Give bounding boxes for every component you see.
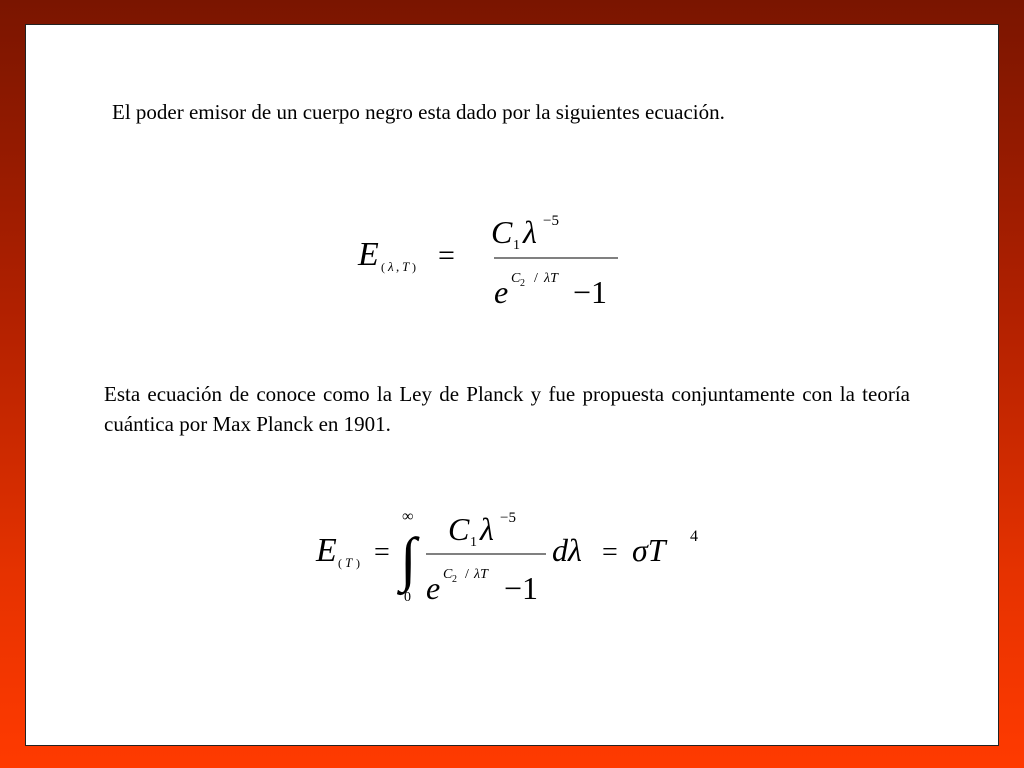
eq2-equals2: =	[602, 537, 618, 568]
eq2-den-e: e	[426, 570, 441, 606]
eq1-sub-lambda: λ	[388, 259, 394, 274]
eq1-sub-T: T	[402, 259, 410, 274]
eq2-integral-sign: ∫	[400, 526, 417, 592]
planck-equation-svg	[356, 205, 656, 315]
eq2-den-minus-one: −1	[504, 570, 539, 606]
planck-text: Esta ecuación de conoce como la Ley de Planck y fue propuesta conjuntamente con la teoría cuántica por Max Planck en 1901.	[104, 382, 910, 436]
eq1-num-lambda: λ	[523, 214, 537, 250]
stefan-boltzmann-equation	[314, 503, 714, 618]
eq2-d-lambda: dλ	[552, 532, 582, 568]
eq1-equals: =	[438, 239, 455, 272]
planck-equation	[356, 205, 656, 320]
eq2-den-exp-C-sub: 2	[452, 574, 457, 585]
eq1-sub-open: (	[381, 260, 385, 274]
eq1-num-C: C	[491, 214, 513, 250]
stefan-boltzmann-equation-svg	[314, 503, 714, 613]
eq2-den-exp-lambdaT: λT	[474, 567, 488, 582]
eq2-sigma-T: σT	[632, 532, 666, 568]
eq2-num-exp: −5	[500, 510, 516, 526]
eq2-den-exp-slash: /	[465, 567, 469, 582]
intro-text: El poder emisor de un cuerpo negro esta dado por la siguientes ecuación.	[112, 100, 725, 124]
slide	[25, 24, 999, 746]
eq2-sub-open: (	[338, 556, 342, 570]
eq2-equals: =	[374, 537, 390, 568]
eq1-lhs-E: E	[358, 236, 379, 273]
eq2-num-lambda: λ	[480, 511, 494, 547]
eq1-num-exp: −5	[543, 213, 559, 229]
eq1-den-minus-one: −1	[573, 274, 608, 310]
eq2-lower-limit: 0	[404, 590, 411, 605]
eq1-den-exp-slash: /	[534, 271, 538, 286]
eq2-power: 4	[690, 528, 698, 545]
eq2-sub-T: T	[345, 555, 353, 570]
eq1-den-e: e	[494, 274, 509, 310]
eq2-sub-close: )	[356, 556, 360, 570]
eq1-den-exp-C: C	[511, 271, 521, 286]
eq2-den-exp-C: C	[443, 567, 453, 582]
eq1-sub-close: )	[412, 260, 416, 274]
eq2-num-C: C	[448, 511, 470, 547]
eq1-den-exp-C-sub: 2	[520, 278, 525, 289]
eq2-num-C-sub: 1	[470, 535, 477, 550]
eq1-den-exp-lambdaT: λT	[544, 271, 558, 286]
eq1-sub-comma: ,	[396, 259, 400, 274]
eq2-upper-limit: ∞	[402, 508, 414, 525]
eq1-num-C-sub: 1	[513, 238, 520, 253]
eq2-lhs-E: E	[316, 532, 337, 569]
